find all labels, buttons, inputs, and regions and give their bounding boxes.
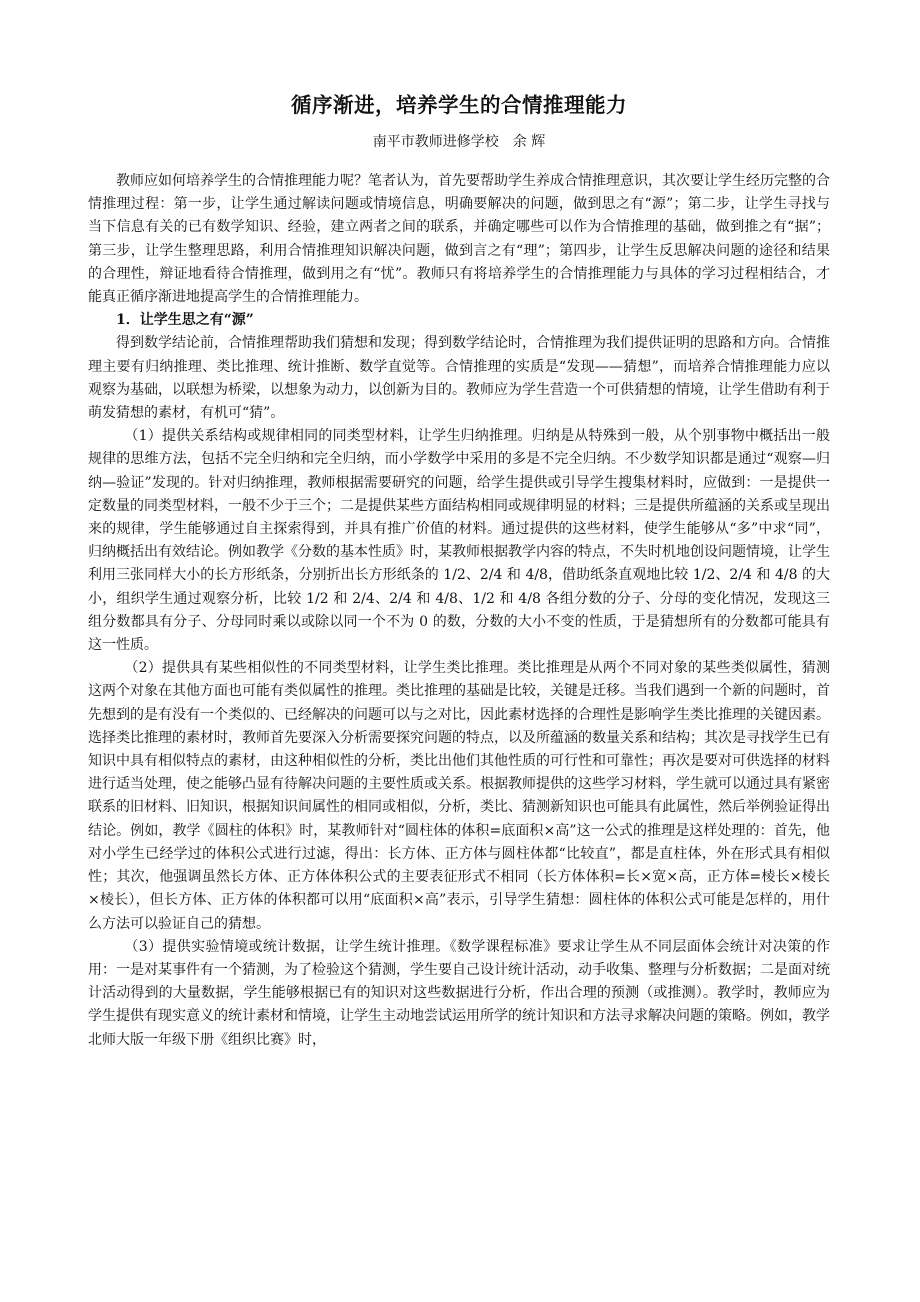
author-byline	[88, 132, 830, 152]
author-name: 余 辉	[512, 134, 546, 150]
document-page	[88, 92, 830, 1052]
subsection-paragraph-1: （1）提供关系结构或规律相同的同类型材料，让学生归纳推理。归纳是从特殊到一般，从个别事物中概括出一般规律的思维方法，包括不完全归纳和完全归纳，而小学数学中采用的多是不完全归纳。不少数学知识都是通过“观察—归纳—验证”发现的。针对归纳推理，教师根据需要研究的问题，给学生提供或引导学生搜集材料时，应做到：一是提供一定数量的同类型材料，一般不少于三个；二是提供某些方面结构相同或规律明显的材料；三是提供所蕴涵的关系或呈现出来的规律，学生能够通过自主探索得到，并具有推广价值的材料。通过提供的这些材料，使学生能够从“多”中求“同”，归纳概括出有效结论。例如教学《分数的基本性质》时，某教师根据教学内容的特点，不失时机地创设问题情境，让学生利用三张同样大小的长方形纸条，分别折出长方形纸条的 1/2、2/4 和 4/8，借助纸条直观地比较 1/2、2/4 和 4/8 的大小，组织学生通过观察分析，比较 1/2 和 2/4、2/4 和 4/8、1/2 和 4/8 各组分数的分子、分母的变化情况，发现这三组分数都具有分子、分母同时乘以或除以同一个不为 0 的数，分数的大小不变的性质，于是猜想所有的分数都可能具有这一性质。	[88, 428, 830, 654]
author-affiliation: 南平市教师进修学校	[372, 134, 499, 150]
intro-paragraph: 教师应如何培养学生的合情推理能力呢？笔者认为，首先要帮助学生养成合情推理意识，其次要让学生经历完整的合情推理过程：第一步，让学生通过解读问题或情境信息，明确要解决的问题，做到思之有“源”；第二步，让学生寻找与当下信息有关的已有数学知识、经验，建立两者之间的联系，并确定哪些可以作为合情推理的基础，做到推之有“据”；第三步，让学生整理思路，利用合情推理知识解决问题，做到言之有“理”；第四步，让学生反思解决问题的途径和结果的合理性，辩证地看待合情推理，做到用之有“忧”。教师只有将培养学生的合情推理能力与具体的学习过程相结合，才能真正循序渐进地提高学生的合情推理能力。	[88, 173, 830, 306]
section-paragraph: 得到数学结论前，合情推理帮助我们猜想和发现；得到数学结论时，合情推理为我们提供证明的思路和方向。合情推理主要有归纳推理、类比推理、统计推断、数学直觉等。合情推理的实质是“发现——猜想”，而培养合情推理能力应以观察为基础，以联想为桥梁，以想象为动力，以创新为目的。教师应为学生营造一个可供猜想的情境，让学生借助有利于萌发猜想的素材，有机可“猜”。	[88, 335, 830, 422]
subsection-paragraph-2: （2）提供具有某些相似性的不同类型材料，让学生类比推理。类比推理是从两个不同对象的某些类似属性，猜测这两个对象在其他方面也可能有类似属性的推理。类比推理的基础是比较，关键是迁移。当我们遇到一个新的问题时，首先想到的是有没有一个类似的、已经解决的问题可以与之对比，因此素材选择的合理性是影响学生类比推理的关键因素。选择类比推理的素材时，教师首先要深入分析需要探究问题的特点，以及所蕴涵的数量关系和结构；其次是寻找学生已有知识中具有相似特点的素材，由这种相似性的分析，类比出他们其他性质的可行性和可靠性；再次是要对可供选择的材料进行适当处理，使之能够凸显有待解决问题的主要性质或关系。根据教师提供的这些学习材料，学生就可以通过具有紧密联系的旧材料、旧知识，根据知识间属性的相同或相似，分析，类比、猜测新知识也可能具有此属性，然后举例验证得出结论。例如，教学《圆柱的体积》时，某教师针对“圆柱体的体积=底面积×高”这一公式的推理是这样处理的：首先，他对小学生已经学过的体积公式进行过滤，得出：长方体、正方体与圆柱体都“比较直”，都是直柱体，外在形式具有相似性；其次，他强调虽然长方体、正方体体积公式的主要表征形式不相同（长方体体积=长×宽×高，正方体=棱长×棱长×棱长），但长方体、正方体的体积都可以用“底面积×高”表示，引导学生猜想：圆柱体的体积公式可能是怎样的，用什么方法可以验证自己的猜想。	[88, 660, 830, 932]
document-title: 循序渐进，培养学生的合情推理能力	[291, 93, 627, 117]
section-heading: 1．让学生思之有“源”	[116, 312, 254, 329]
subsection-paragraph-3: （3）提供实验情境或统计数据，让学生统计推理。《数学课程标准》要求让学生从不同层面体会统计对决策的作用：一是对某事件有一个猜测，为了检验这个猜测，学生要自己设计统计活动，动手收集、整理与分析数据；二是面对统计活动得到的大量数据，学生能够根据已有的知识对这些数据进行分析，作出合理的预测（或推测）。教学时，教师应为学生提供有现实意义的统计素材和情境，让学生主动地尝试运用所学的统计知识和方法寻求解决问题的策略。例如，教学北师大版一年级下册《组织比赛》时，	[88, 938, 830, 1048]
